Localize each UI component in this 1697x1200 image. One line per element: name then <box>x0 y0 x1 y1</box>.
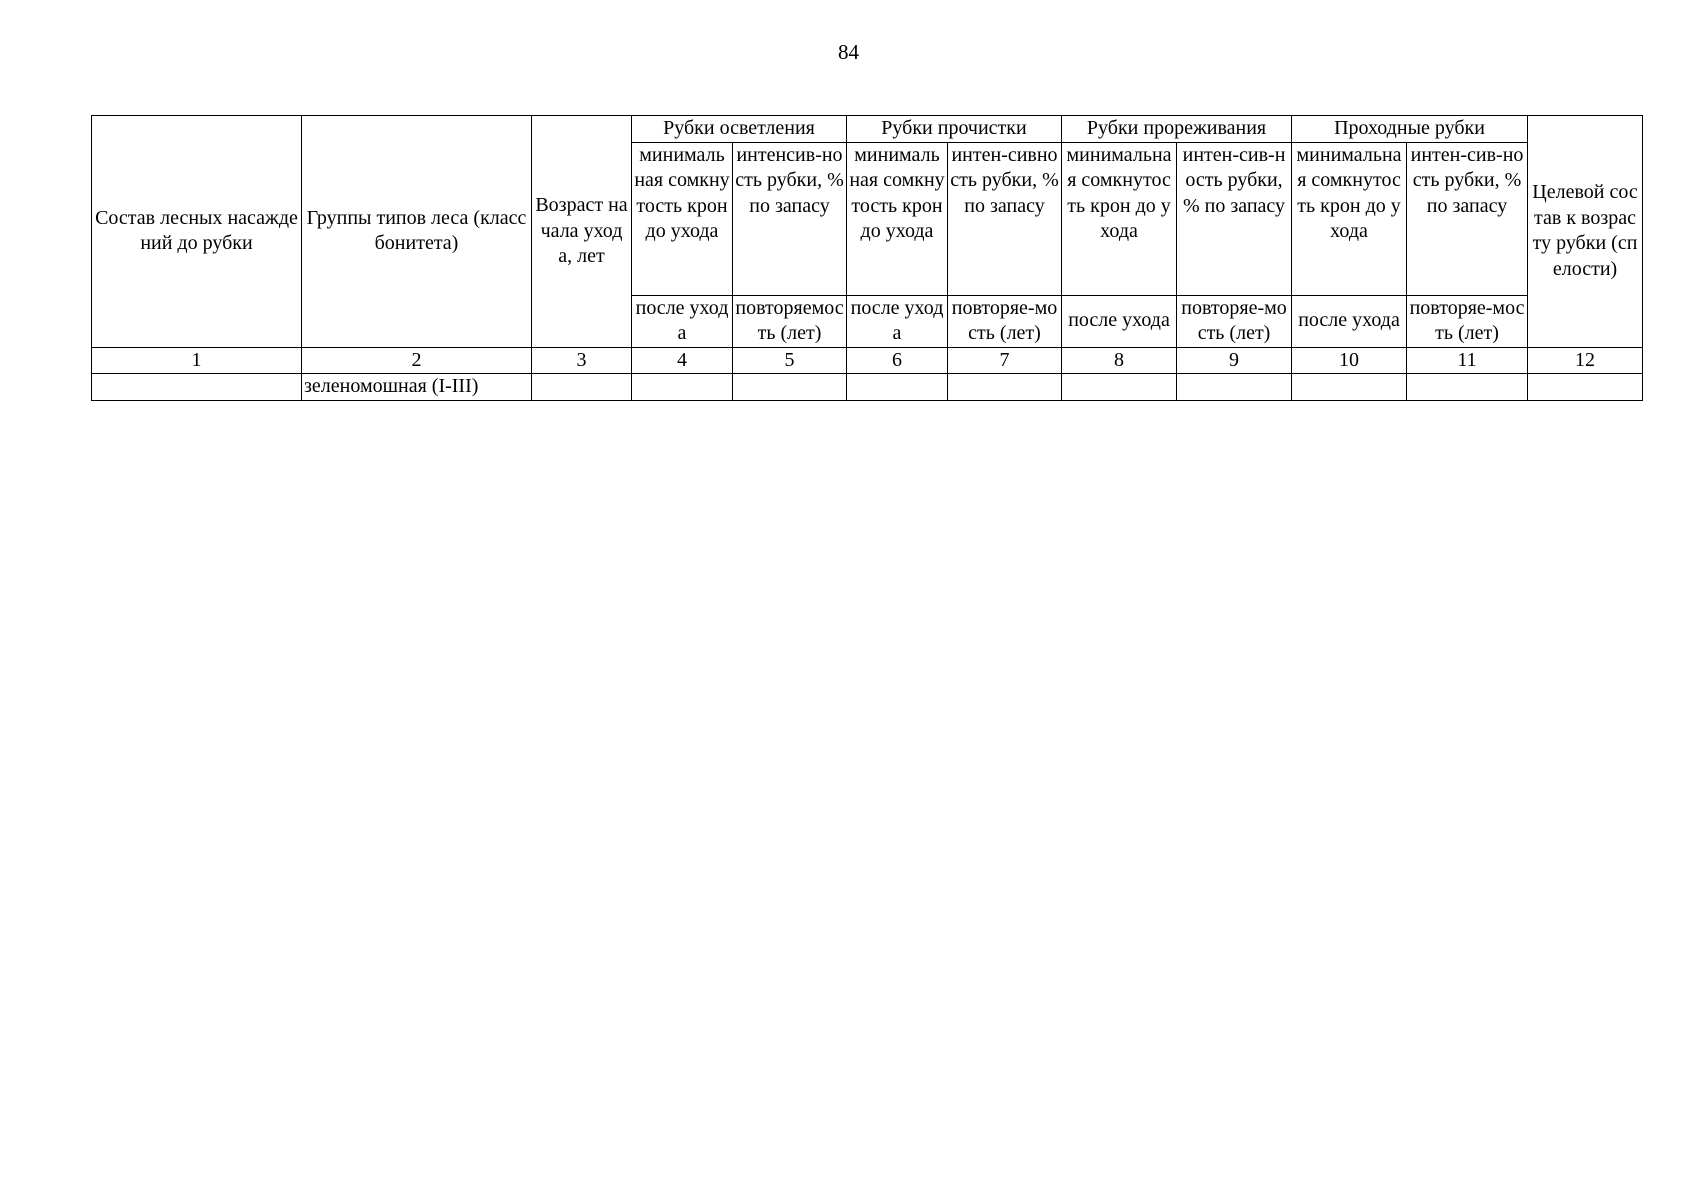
cell-value <box>1292 374 1407 401</box>
column-number: 12 <box>1528 347 1643 374</box>
header-group-cleaning: Рубки прочистки <box>847 116 1062 143</box>
header-row-groups <box>92 116 1643 143</box>
header-forest-type-group: Группы типов леса (класс бонитета) <box>302 116 532 348</box>
header-repeat-interval: повторяемость (лет) <box>733 295 847 347</box>
column-number: 1 <box>92 347 302 374</box>
column-number: 10 <box>1292 347 1407 374</box>
header-intensity: интен-сив-ность рубки, % по запасу <box>1407 142 1528 295</box>
column-number: 2 <box>302 347 532 374</box>
header-min-closure: минимальная сомкнутость крон до ухода <box>1292 142 1407 295</box>
header-intensity: интен-сивность рубки, % по запасу <box>948 142 1062 295</box>
column-number: 8 <box>1062 347 1177 374</box>
column-number: 11 <box>1407 347 1528 374</box>
page-number: 84 <box>838 40 859 64</box>
header-repeat-interval: повторяе-мость (лет) <box>1407 295 1528 347</box>
cell-composition <box>92 374 302 401</box>
column-number: 3 <box>532 347 632 374</box>
header-target-composition: Целевой состав к возрасту рубки (спелости) <box>1528 116 1643 348</box>
column-number: 7 <box>948 347 1062 374</box>
header-min-closure: минимальная сомкнутость крон до ухода <box>1062 142 1177 295</box>
header-after-care: после ухода <box>847 295 948 347</box>
cell-forest-type-group: зеленомошная (I-III) <box>302 374 532 401</box>
header-start-age: Возраст начала ухода, лет <box>532 116 632 348</box>
column-number: 6 <box>847 347 948 374</box>
cell-target-composition <box>1528 374 1643 401</box>
column-number: 5 <box>733 347 847 374</box>
cell-value <box>1177 374 1292 401</box>
header-composition: Состав лесных насаждений до рубки <box>92 116 302 348</box>
cell-value <box>733 374 847 401</box>
header-min-closure: минимальная сомкнутость крон до ухода <box>847 142 948 295</box>
cell-value <box>1062 374 1177 401</box>
forest-care-table <box>91 115 1643 401</box>
header-repeat-interval: повторяе-мость (лет) <box>948 295 1062 347</box>
cell-value <box>1407 374 1528 401</box>
header-intensity: интенсив-ность рубки, % по запасу <box>733 142 847 295</box>
header-after-care: после ухода <box>632 295 733 347</box>
header-repeat-interval: повторяе-мость (лет) <box>1177 295 1292 347</box>
header-intensity: интен-сив-ность рубки, % по запасу <box>1177 142 1292 295</box>
header-min-closure: минимальная сомкнутость крон до ухода <box>632 142 733 295</box>
cell-value <box>632 374 733 401</box>
column-number-row <box>92 347 1643 374</box>
cell-value <box>847 374 948 401</box>
header-group-passage: Проходные рубки <box>1292 116 1528 143</box>
header-after-care: после ухода <box>1292 295 1407 347</box>
header-after-care: после ухода <box>1062 295 1177 347</box>
cell-start-age <box>532 374 632 401</box>
table-row <box>92 374 1643 401</box>
column-number: 9 <box>1177 347 1292 374</box>
cell-value <box>948 374 1062 401</box>
header-group-lightening: Рубки осветления <box>632 116 847 143</box>
column-number: 4 <box>632 347 733 374</box>
header-group-thinning: Рубки прореживания <box>1062 116 1292 143</box>
